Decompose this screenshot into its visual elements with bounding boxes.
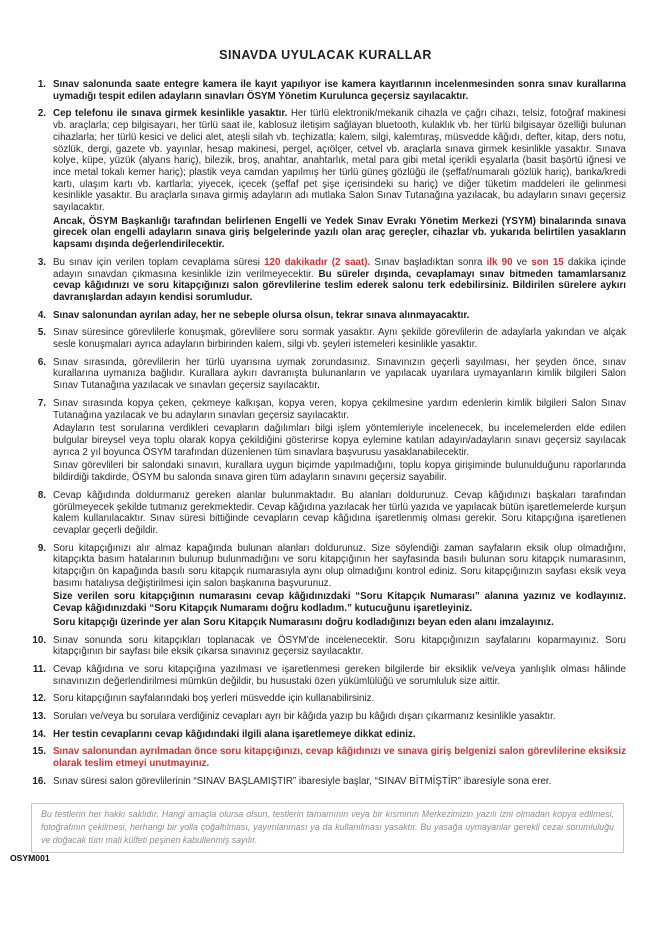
text-segment: Soru kitapçığınızı alır almaz kapağında bulunan alanları doldurunuz. Size söylendiği zaman sayfaların eksik olup olmadığını, kitapçıkta basım hatalarının bulunup bulunmadığını ve soru kitapçığının her sayfasında basılı bulunan soru kitapçık numarasının, kitapçığın ön kapağında basılı soru kitapçık numarasıyla aynı olup olmadığını kontrol ediniz. Soru kitapçığınızın sayfası eksik veya basımı hatalıysa değiştirilmesi için salon başkanına başvurunuz. <box>53 542 626 589</box>
rule-item <box>25 327 626 350</box>
rule-number: 8. <box>37 489 46 501</box>
text-segment: 120 dakikadır (2 saat). <box>264 256 371 268</box>
rule-text <box>53 543 626 629</box>
rule-text <box>53 357 626 392</box>
rule-paragraph <box>53 490 626 537</box>
rule-paragraph <box>53 664 626 687</box>
rule-item <box>25 664 626 687</box>
rule-text <box>53 310 626 322</box>
rule-number: 11. <box>32 663 46 675</box>
text-segment: Bu süreler dışında, cevaplamayı sınav bitmeden tamamlarsanız cevap kâğıdınızı ve soru kitapçığınızı salon görevlilerine teslim ederek salonu terk edebilirsiniz. Bildirilen sürelere aykırı davranışlardan adayın kendisi sorumludur. <box>53 268 627 303</box>
rule-number: 15. <box>32 746 46 758</box>
rule-paragraph <box>53 693 626 705</box>
form-code: OSYM001 <box>10 853 50 864</box>
text-segment: Cevap kâğıdında doldurmanız gereken alanlar bulunmaktadır. Bu alanları doldurunuz. Cevap kâğıdınızı başkaları tarafından görülmeyecek şekilde tutmanız gerekmektedir. Cevap kâğıdına yazılacak her türlü yazıda ve yapılacak bütün işaretlemelerde kurşun kalem kullanılacaktır. Sınav süresi bittiğinde cevapların cevap kâğıdına işaretlenmiş olması gerekir. Soru kitapçığına işaretlenen cevaplar geçerli değildir. <box>53 489 626 536</box>
rule-item <box>25 776 626 788</box>
rule-item <box>25 398 626 484</box>
rule-text <box>53 398 626 484</box>
text-segment: Her testin cevaplarını cevap kâğıdındaki ilgili alana işaretlemeye dikkat ediniz. <box>53 728 416 740</box>
rule-paragraph <box>53 257 626 304</box>
copyright-notice-box <box>31 803 624 854</box>
text-segment: Sınav salonundan ayrılan aday, her ne sebeple olursa olsun, tekrar sınava alınmayacaktır. <box>53 309 470 321</box>
rule-item <box>25 746 626 769</box>
rule-text <box>53 635 626 658</box>
rule-number: 4. <box>37 309 46 321</box>
rule-paragraph <box>53 711 626 723</box>
rule-text <box>53 729 626 741</box>
rule-paragraph <box>53 776 626 788</box>
rule-paragraph <box>53 423 626 458</box>
rule-item <box>25 310 626 322</box>
rule-paragraph <box>53 729 626 741</box>
rule-number: 10. <box>32 634 46 646</box>
copyright-notice: Bu testlerin her hakkı saklıdır. Hangi amaçla olursa olsun, testlerin tamamının veya bir kısmının Merkezimizin yazılı izni olmadan kopya edilmesi, fotoğrafının çekilmesi, herhangi bir yolla çoğaltılması, yayımlanması ya da kullanılması yasaktır. Bu yasağa uymayanlar gerekli cezai sorumluluğu ve doğacak tüm mali külfeti peşinen kabullenmiş sayılır. <box>41 808 614 845</box>
rule-paragraph <box>53 216 626 251</box>
text-segment: Sınav süresince görevlilerle konuşmak, görevlilere soru sormak yasaktır. Aynı şekilde görevlilerin de adaylarla yakından ve alçak sesle konuşmaları ayrıca adayların birbirinden kalem, silgi vb. şeyleri istemeleri kesinlikle yasaktır. <box>53 327 626 351</box>
rule-paragraph <box>53 746 626 769</box>
rule-paragraph <box>53 79 626 102</box>
text-segment: Ancak, ÖSYM Başkanlığı tarafından belirlenen Engelli ve Yedek Sınav Evrakı Yönetim Merkezi (YSYM) binalarında sınava girecek olan engelli adayların sınava giriş belgelerinde yazılı olan araç gereçler, cihazlar vb. yukarıda belirtilen yasakların kapsamı dışında değerlendirilecektir. <box>53 215 626 251</box>
rule-number: 12. <box>32 693 46 705</box>
text-segment: Sınav süresi salon görevlilerinin “SINAV BAŞLAMIŞTIR” ibaresiyle başlar, “SINAV BİTMİŞTİR” ibaresiyle sona erer. <box>53 775 552 787</box>
text-segment: Adayların test sorularına verdikleri cevapların dağılımları bilgi işlem yöntemleriyle incelenecek, bu incelemelerden elde edilen bulgular bireysel veya toplu olarak kopya çekildiğini gösterirse kopya eylemine katılan adayın/adayların sınavı geçersiz sayılacak ayrıca 2 yıl boyunca ÖSYM tarafından düzenlenen tüm sınavlara başvurusu yasaklanabilecektir. <box>53 423 626 458</box>
rule-item <box>25 711 626 723</box>
rule-number: 2. <box>37 108 46 120</box>
text-segment: Soru kitapçığı üzerinde yer alan Soru Kitapçık Numarasını doğru kodladığınızı beyan eden alanı imzalayınız. <box>53 616 554 628</box>
rule-text <box>53 693 626 705</box>
rule-paragraph <box>53 108 626 213</box>
rule-text <box>53 79 626 102</box>
rule-item <box>25 357 626 392</box>
rule-paragraph <box>53 357 626 392</box>
rule-paragraph <box>53 543 626 590</box>
text-segment: ve <box>512 256 532 268</box>
rule-number: 6. <box>37 356 46 368</box>
rule-number: 1. <box>37 79 46 90</box>
rule-item <box>25 635 626 658</box>
rule-text <box>53 490 626 537</box>
rule-paragraph <box>53 617 626 629</box>
rule-item <box>25 490 626 537</box>
rule-number: 9. <box>37 542 46 554</box>
rule-item <box>25 729 626 741</box>
rule-item <box>25 257 626 304</box>
rule-text <box>53 776 626 788</box>
rule-item <box>25 693 626 705</box>
text-segment: Sınav sırasında, görevlilerin her türlü uyarısına uymak zorundasınız. Sınavınızın geçerli sayılması, her şeyden önce, sınav kurallarına uymanıza bağlıdır. Kurallara aykırı davranışta bulunanların ve yapılacak uyarılara uymayanların kimlik bilgileri Salon Sınav Tutanağına yazılacak ve sınavları geçersiz sayılacaktır. <box>53 356 626 392</box>
text-segment: Sınav salonundan ayrılmadan önce soru kitapçığınızı, cevap kâğıdınızı ve sınava giriş belgenizi salon görevlilerine eksiksiz olarak teslim etmeyi unutmayınız. <box>53 746 626 770</box>
rule-text <box>53 257 626 304</box>
rule-number: 7. <box>37 397 46 409</box>
rule-paragraph <box>53 591 626 614</box>
text-segment: Soruları ve/veya bu sorulara verdiğiniz cevapları ayrı bir kâğıda yazıp bu kâğıdı dışarı çıkarmanız kesinlikle yasaktır. <box>53 711 556 723</box>
rule-text <box>53 327 626 350</box>
text-segment: Sınav sırasında kopya çeken, çekmeye kalkışan, kopya veren, kopya çekilmesine yardım edenlerin kimlik bilgileri Salon Sınav Tutanağına yazılacak ve bu adayların sınavları geçersiz sayılacaktır. <box>53 397 626 421</box>
text-segment: Sınav salonunda saate entegre kamera ile kayıt yapılıyor ise kamera kayıtlarının incelenmesinden sonra sınav kurallarına uymadığı tespit edilen adayların sınavları ÖSYM Yönetim Kurulunca geçersiz sayılacaktır. <box>53 79 626 102</box>
rule-paragraph <box>53 327 626 350</box>
rule-number: 3. <box>37 256 46 268</box>
text-segment: son 15 <box>531 256 564 268</box>
text-segment: Size verilen soru kitapçığının numarasını cevap kâğıdınızdaki “Soru Kitapçık Numarası” alanına yazınız ve kodlayınız. Cevap kâğıdınızdaki “Soru Kitapçık Numaramı doğru kodladım.” kutucuğunu işaretleyiniz. <box>53 591 626 615</box>
text-segment: Cep telefonu ile sınava girmek kesinlikle yasaktır. <box>53 108 291 120</box>
rule-paragraph <box>53 635 626 658</box>
rule-text <box>53 711 626 723</box>
rules-list <box>25 79 626 788</box>
rule-number: 5. <box>37 327 46 339</box>
text-segment: Sınav başladıktan sonra <box>370 256 487 268</box>
text-segment: Her türlü elektronik/mekanik cihazla ve çağrı cihazı, telsiz, fotoğraf makinesi vb. araçlarla; cep bilgisayarı, her türlü saat ile, kablosuz iletişim sağlayan bluetooth, kulaklık vb. her türlü bilgisayar özelliği bulunan cihazlarla; her türlü kesici ve delici alet, ateşli silah vb. teçhizatla; kalem, silgi, kalemtıraş, müsvedde kâğıdı, defter, kitap, ders notu, sözlük, dergi, gazete vb. yayınlar, hesap makinesi, pergel, açıölçer, cetvel vb. araçlarla sınava girmek kesinlikle yasaktır. Sınava kolye, küpe, yüzük (alyans hariç), bilezik, broş, anahtar, anahtarlık, metal para gibi metal içerikli eşyalarla (basit başörtü iğnesi ve ince metal tokalı kemer hariç); plastik veya camdan yapılmış her türlü güneş gözlüğü ile (şeffaf/numaralı gözlük hariç), banka/kredi kartı, ulaşım kartı vb. kartlarla; yiyecek, içecek (şeffaf pet şişe içerisindeki su hariç) ve diğer tüketim maddeleri ile gelinmesi kesinlikle yasaktır. Bu araçlarla sınava girmiş adayların adı mutlaka Salon Sınav Tutanağına yazılacak, bu adayların sınavı geçersiz sayılacaktır. <box>53 108 626 214</box>
text-segment: dakika içinde adayın sınavdan çıkmasına kesinlikle izin verilmeyecektir. <box>53 256 626 280</box>
text-segment: Soru kitapçığının sayfalarındaki boş yerleri müsvedde için kullanabilirsiniz. <box>53 693 375 705</box>
text-segment: Cevap kâğıdına ve soru kitapçığına yazılması ve işaretlenmesi gereken bilgilerde bir eksiklik ve/veya yanlışlık olması hâlinde sınavınızın değerlendirilmesi mümkün değildir, bu husustaki özen yükümlülüğü ve sorumluluk size aittir. <box>53 663 626 687</box>
text-segment: Sınav görevlileri bir salondaki sınavın, kurallara uygun biçimde yapılmadığını, toplu kopya girişiminde bulunulduğunu raporlarında bildirdiği takdirde, ÖSYM bu salonda sınava giren tüm adayların sınavını geçersiz sayabilir. <box>53 460 626 484</box>
rule-text <box>53 664 626 687</box>
rule-text <box>53 108 626 250</box>
rule-paragraph <box>53 398 626 421</box>
text-segment: Sınav sonunda soru kitapçıkları toplanacak ve ÖSYM'de incelenecektir. Soru kitapçığınızın sayfalarını koparmayınız. Soru kitapçığının bir sayfası bile eksik çıkarsa sınavınız geçersiz sayılacaktır. <box>53 634 626 658</box>
rule-paragraph <box>53 460 626 483</box>
rule-number: 13. <box>32 711 46 723</box>
text-segment: Bu sınav için verilen toplam cevaplama süresi <box>53 256 265 268</box>
rule-item <box>25 543 626 629</box>
rule-number: 14. <box>32 728 46 740</box>
rule-number: 16. <box>32 775 46 787</box>
rule-paragraph <box>53 310 626 322</box>
text-segment: ilk 90 <box>486 256 513 268</box>
rule-item <box>25 79 626 102</box>
page-title: SINAVDA UYULACAK KURALLAR <box>219 48 432 62</box>
rule-item <box>25 108 626 250</box>
rule-text <box>53 746 626 769</box>
